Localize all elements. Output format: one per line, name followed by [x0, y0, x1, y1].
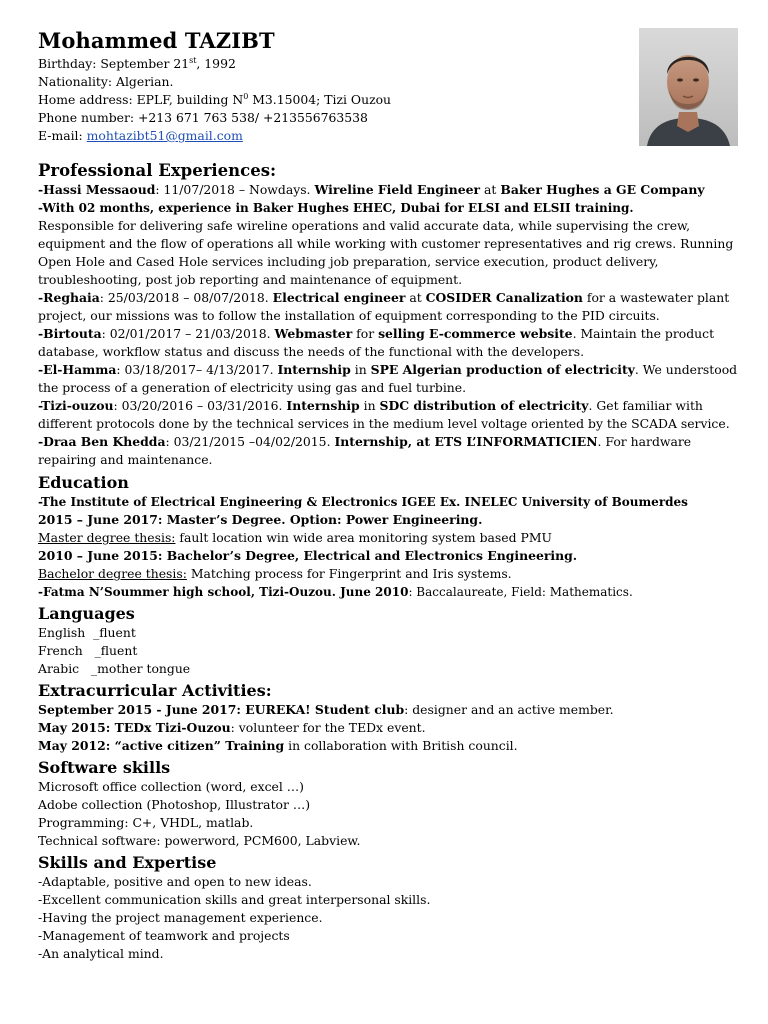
language-item: Arabic _mother tongue	[38, 661, 191, 676]
contact-block	[38, 55, 391, 145]
experience-company: SPE Algerian production of electricity	[370, 362, 635, 377]
activity-title: September 2015 - June 2017: EUREKA! Student club	[38, 702, 405, 717]
activity-text: in collaboration with British council.	[284, 738, 518, 753]
address-suffix: M3.15004; Tizi Ouzou	[248, 92, 392, 107]
experience-place: -Draa Ben Khedda	[38, 434, 166, 449]
skill-item: -Adaptable, positive and open to new ideas.	[38, 874, 312, 889]
experience-dates: : 25/03/2018 – 08/07/2018.	[99, 290, 273, 305]
language-item: French _fluent	[38, 643, 138, 658]
experience-item	[38, 289, 743, 325]
section-title-software: Software skills	[38, 758, 171, 777]
experience-connector: in	[359, 398, 380, 413]
experience-connector: at	[405, 290, 426, 305]
language-item: English _fluent	[38, 625, 136, 640]
skill-item: -An analytical mind.	[38, 946, 164, 961]
education-institute	[38, 493, 743, 511]
highschool-field: : Baccalaureate, Field: Mathematics.	[408, 585, 633, 599]
section-title-education: Education	[38, 473, 129, 492]
section-title-skills: Skills and Expertise	[38, 853, 217, 872]
experience-description: . Get familiar with different protocols done by the technical services in the medium level voltage oriented by the SCADA service.	[38, 398, 730, 431]
experience-company: SDC distribution of electricity	[379, 398, 589, 413]
experience-item	[38, 325, 743, 361]
experience-role: Internship	[277, 362, 351, 377]
experience-connector: in	[350, 362, 371, 377]
experience-connector: at	[480, 182, 501, 197]
experience-item	[38, 397, 743, 433]
bachelor-degree	[38, 547, 743, 565]
birthday-label: Birthday: September 21	[38, 56, 190, 71]
experience-item	[38, 433, 743, 469]
masters-degree	[38, 511, 743, 529]
address-sup: 0	[243, 91, 249, 101]
experience-connector: for	[352, 326, 379, 341]
experience-dates: : 11/07/2018 – Nowdays.	[155, 182, 315, 197]
experience-place: -Reghaia	[38, 290, 100, 305]
portrait-photo	[639, 28, 738, 146]
experience-note	[38, 199, 743, 217]
skill-item: -Excellent communication skills and great interpersonal skills.	[38, 892, 431, 907]
experience-description: . We understood the process of a generation of electricity using gas and fuel turbine.	[38, 362, 738, 395]
email-line	[38, 127, 391, 145]
activity-text: : volunteer for the TEDx event.	[230, 720, 426, 735]
software-item: Technical software: powerword, PCM600, Labview.	[38, 833, 361, 848]
phone-number: Phone number: +213 671 763 538/ +213556763538	[38, 110, 368, 125]
experience-place: -Tizi-ouzou	[38, 398, 114, 413]
experience-item	[38, 361, 743, 397]
experience-role: Electrical engineer	[272, 290, 406, 305]
experience-dates: : 02/01/2017 – 21/03/2018.	[101, 326, 275, 341]
bachelor-degree-text: 2010 – June 2015: Bachelor’s Degree, Electrical and Electronics Engineering.	[38, 548, 578, 563]
email-label: E-mail:	[38, 128, 87, 143]
experience-description: . For hardware repairing and maintenance.	[38, 434, 692, 467]
software-item: Programming: C+, VHDL, matlab.	[38, 815, 254, 830]
masters-thesis	[38, 529, 743, 547]
activity-text: : designer and an active member.	[404, 702, 614, 717]
experience-place: -Birtouta	[38, 326, 102, 341]
experience-description: for a wastewater plant project, our missions was to follow the installation of equipment corresponding to the PID circuits.	[38, 290, 730, 323]
experience-company: Baker Hughes a GE Company	[500, 182, 705, 197]
activity-title: May 2015: TEDx Tizi-Ouzou	[38, 720, 231, 735]
experience-note-text: -With 02 months, experience in Baker Hughes EHEC, Dubai for ELSI and ELSII training.	[38, 201, 634, 215]
experience-description: Responsible for delivering safe wireline operations and valid accurate data, while supervising the crew, equipment and the flow of operations all while working with customer representatives and rig crews. Running Open Hole and Cased Hole services including job preparation, service execution, product delivery, troubleshooting, post job reporting and maintenance of equipment.	[38, 218, 734, 287]
activity-item	[38, 701, 743, 719]
skill-item: -Having the project management experience.	[38, 910, 323, 925]
birthday-year: , 1992	[196, 56, 236, 71]
institute-name: -The Institute of Electrical Engineering & Electronics IGEE Ex. INELEC University of Boumerdes	[38, 495, 688, 509]
section-title-activities: Extracurricular Activities:	[38, 681, 272, 700]
activity-item	[38, 737, 743, 755]
skill-item: -Management of teamwork and projects	[38, 928, 290, 943]
email-link[interactable]: mohtazibt51@gmail.com	[86, 128, 243, 143]
highschool-name: -Fatma N’Soummer high school, Tizi-Ouzou. June 2010	[38, 585, 409, 599]
experience-dates: : 03/20/2016 – 03/31/2016.	[113, 398, 287, 413]
section-title-experience: Professional Experiences:	[38, 161, 277, 180]
bachelor-thesis	[38, 565, 743, 583]
experience-company: COSIDER Canalization	[425, 290, 583, 305]
experience-role: Webmaster	[274, 326, 353, 341]
software-item: Microsoft office collection (word, excel …)	[38, 779, 304, 794]
experience-role: Wireline Field Engineer	[314, 182, 481, 197]
experience-role: Internship	[286, 398, 360, 413]
experience-place: -El-Hamma	[38, 362, 117, 377]
experience-company: selling E-commerce website	[378, 326, 573, 341]
home-address	[38, 91, 391, 109]
masters-thesis-label: Master degree thesis:	[38, 530, 176, 545]
activity-title: May 2012: “active citizen” Training	[38, 738, 285, 753]
experience-dates: : 03/21/2015 –04/02/2015.	[165, 434, 335, 449]
experience-dates: : 03/18/2017– 4/13/2017.	[116, 362, 278, 377]
experience-role: Internship, at ETS L’INFORMATICIEN	[334, 434, 598, 449]
masters-thesis-text: fault location win wide area monitoring system based PMU	[175, 530, 552, 545]
masters-degree-text: 2015 – June 2017: Master’s Degree. Option: Power Engineering.	[38, 512, 483, 527]
experience-place: -Hassi Messaoud	[38, 182, 156, 197]
resume-page	[38, 0, 743, 1024]
experience-description: . Maintain the product database, workflow status and discuss the needs of the functional with the developers.	[38, 326, 715, 359]
activity-item	[38, 719, 743, 737]
birthday	[38, 55, 391, 73]
portrait-illustration	[639, 28, 738, 146]
section-title-languages: Languages	[38, 604, 135, 623]
nationality: Nationality: Algerian.	[38, 74, 174, 89]
resume-content	[38, 160, 743, 963]
experience-item	[38, 181, 743, 199]
bachelor-thesis-text: Matching process for Fingerprint and Iris systems.	[186, 566, 512, 581]
address-prefix: Home address: EPLF, building N	[38, 92, 244, 107]
highschool	[38, 583, 743, 601]
applicant-name: Mohammed TAZIBT	[38, 28, 275, 53]
software-item: Adobe collection (Photoshop, Illustrator …)	[38, 797, 311, 812]
bachelor-thesis-label: Bachelor degree thesis:	[38, 566, 187, 581]
birthday-suffix: st	[189, 55, 197, 65]
